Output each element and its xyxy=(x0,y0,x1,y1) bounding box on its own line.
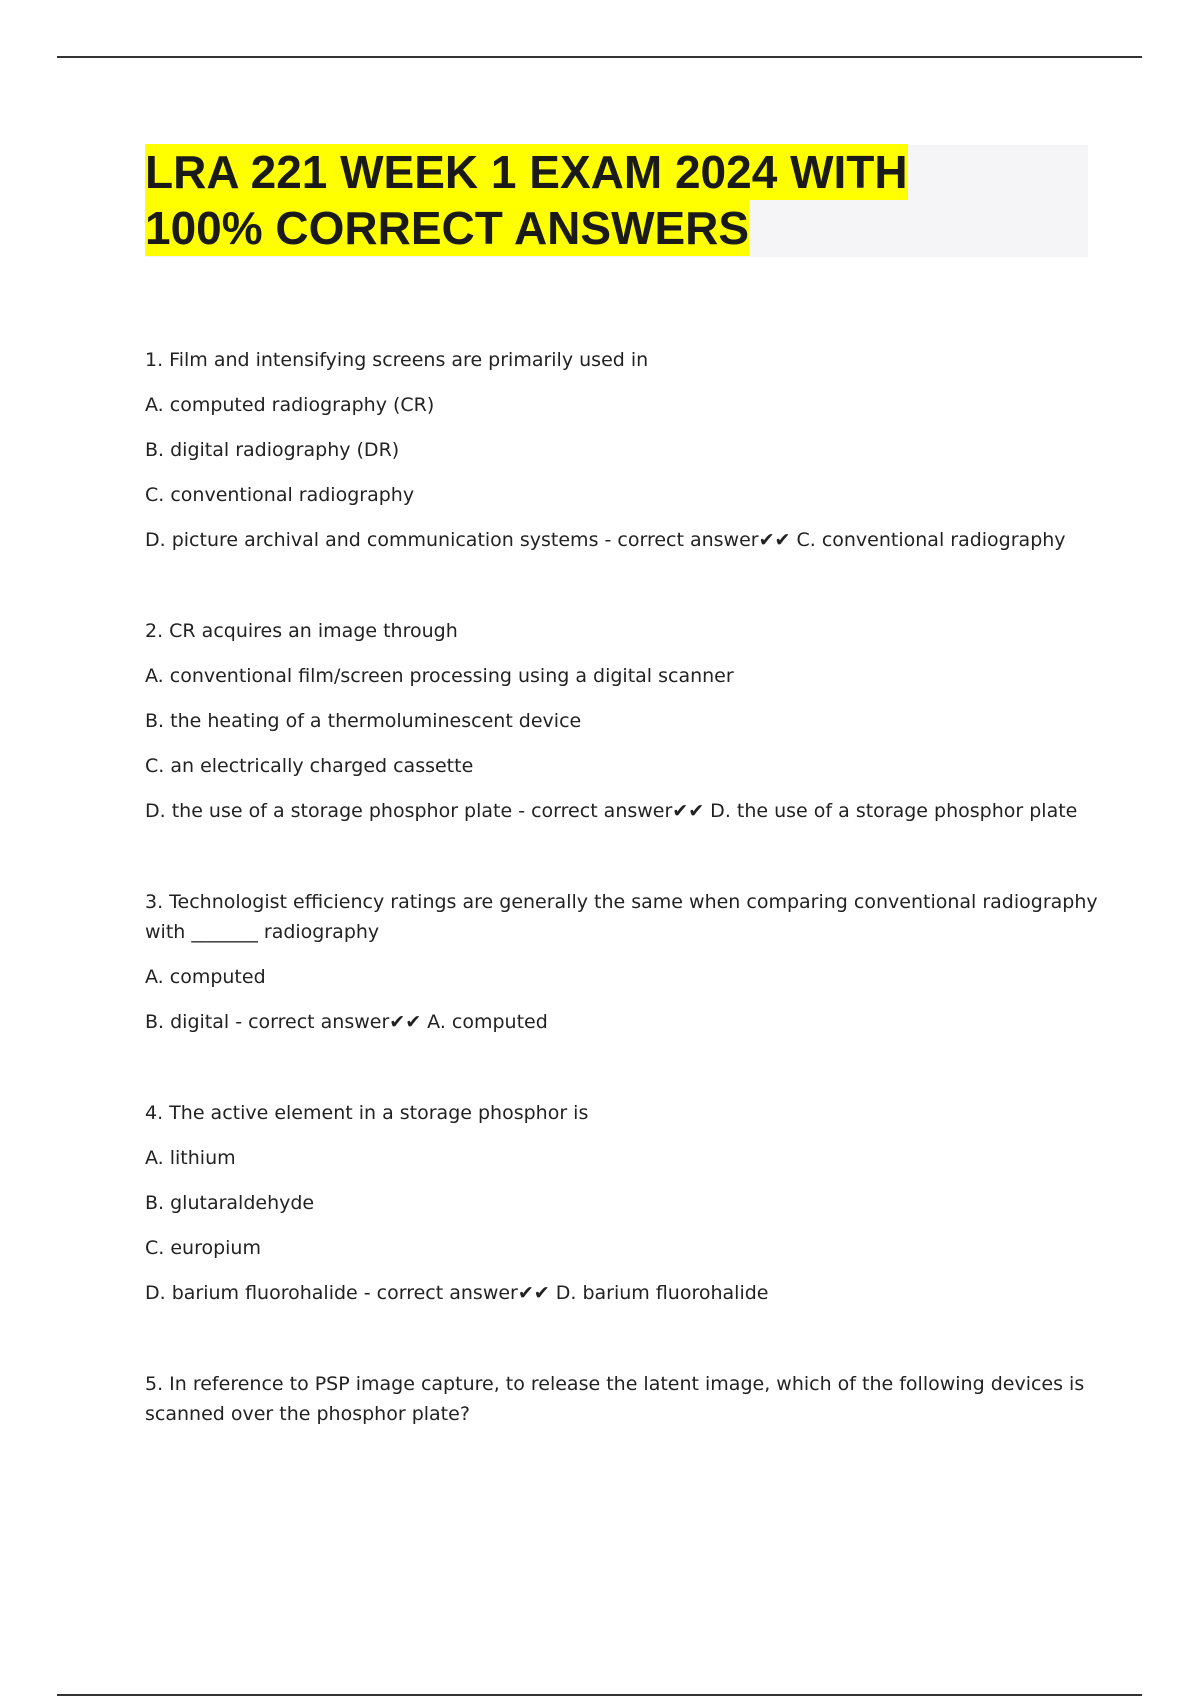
question-spacer xyxy=(145,570,1105,616)
answer-option: C. europium xyxy=(145,1237,261,1259)
page-title xyxy=(145,144,1105,256)
answer-option: B. digital radiography (DR) xyxy=(145,439,400,461)
footer-divider xyxy=(57,1694,1142,1696)
title-line-1: LRA 221 WEEK 1 EXAM 2024 WITH xyxy=(145,146,908,198)
questions-list xyxy=(145,345,1105,1444)
question-1 xyxy=(145,345,1105,555)
answer-option: B. the heating of a thermoluminescent device xyxy=(145,710,582,732)
question-5 xyxy=(145,1369,1105,1429)
answer-option: A. computed radiography (CR) xyxy=(145,394,435,416)
question-stem: 4. The active element in a storage phosphor is xyxy=(145,1102,589,1124)
answer-option: C. an electrically charged cassette xyxy=(145,755,474,777)
answer-option: C. conventional radiography xyxy=(145,484,415,506)
answer-option: A. lithium xyxy=(145,1147,236,1169)
answer-option-with-correct-answer: D. barium fluorohalide - correct answer✔✔ D. barium fluorohalide xyxy=(145,1282,769,1304)
answer-option-with-correct-answer: D. the use of a storage phosphor plate - correct answer✔✔ D. the use of a storage phosphor plate xyxy=(145,800,1078,822)
question-4 xyxy=(145,1098,1105,1308)
question-3 xyxy=(145,887,1105,1037)
answer-option: A. conventional film/screen processing using a digital scanner xyxy=(145,665,734,687)
question-spacer xyxy=(145,1052,1105,1098)
question-spacer xyxy=(145,841,1105,887)
question-stem: 3. Technologist efficiency ratings are generally the same when comparing conventional radiography with _______ radiography xyxy=(145,891,1098,943)
answer-option: B. glutaraldehyde xyxy=(145,1192,315,1214)
question-spacer xyxy=(145,1323,1105,1369)
header-divider xyxy=(57,56,1142,58)
question-stem: 5. In reference to PSP image capture, to release the latent image, which of the following devices is scanned over the phosphor plate? xyxy=(145,1373,1085,1425)
question-2 xyxy=(145,616,1105,826)
answer-option-with-correct-answer: B. digital - correct answer✔✔ A. computed xyxy=(145,1011,548,1033)
answer-option: A. computed xyxy=(145,966,266,988)
question-stem: 2. CR acquires an image through xyxy=(145,620,458,642)
title-line-2: 100% CORRECT ANSWERS xyxy=(145,202,750,254)
question-stem: 1. Film and intensifying screens are primarily used in xyxy=(145,349,649,371)
answer-option-with-correct-answer: D. picture archival and communication systems - correct answer✔✔ C. conventional radiography xyxy=(145,529,1066,551)
